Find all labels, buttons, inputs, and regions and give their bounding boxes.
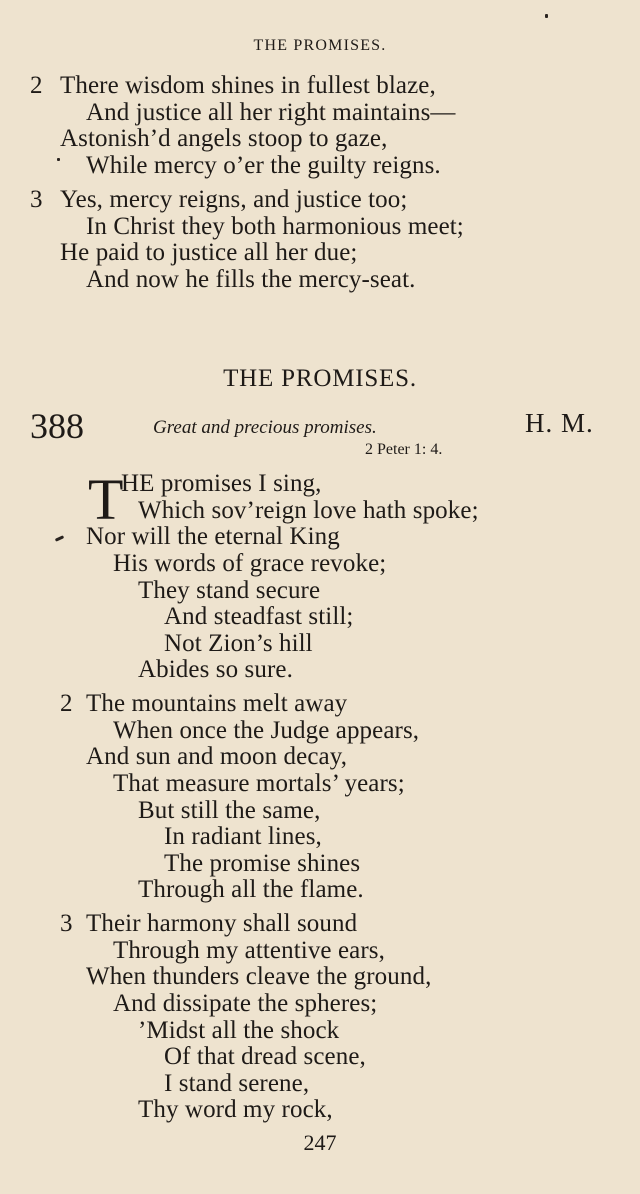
verse-line: That measure mortals’ years; [113,770,405,797]
ink-speck [57,158,60,161]
page-number: 247 [303,1130,337,1155]
drop-cap: T [88,467,124,532]
verse-line: Abides so sure. [138,656,293,683]
verse-line: Thy word my rock, [138,1096,333,1123]
verse-line: There wisdom shines in fullest blaze, [60,72,436,99]
hymn-meter: H. M. [525,408,594,438]
verse-line: And steadfast still; [164,603,354,630]
verse-line: Which sov’reign love hath spoke; [138,497,479,524]
hymn-number: 388 [30,406,84,446]
verse-line: And now he fills the mercy-seat. [86,266,416,293]
verse-line: In Christ they both harmonious meet; [86,213,464,240]
stanza-number: 2 [60,690,73,717]
verse-line: They stand secure [138,577,321,604]
section-title: THE PROMISES. [223,365,417,392]
scripture-reference: 2 Peter 1: 4. [365,441,443,458]
verse-line: Yes, mercy reigns, and justice too; [60,186,408,213]
verse-line: While mercy o’er the guilty reigns. [86,152,441,179]
ink-speck [55,535,64,542]
verse-line: And justice all her right maintains— [86,99,456,126]
verse-line: Not Zion’s hill [164,630,313,657]
verse-line: But still the same, [138,797,321,824]
verse-line: Of that dread scene, [164,1043,366,1070]
verse-line: Through all the flame. [138,876,364,903]
hymn-subtitle: Great and precious promises. [153,417,377,438]
verse-line: And dissipate the spheres; [113,990,378,1017]
stanza-number: 2 [30,72,43,99]
verse-line: ’Midst all the shock [138,1017,340,1044]
verse-line: Nor will the eternal King [86,523,340,550]
verse-line: Their harmony shall sound [86,910,358,937]
verse-line: The mountains melt away [86,690,348,717]
verse-line: He paid to justice all her due; [60,239,358,266]
verse-line: I stand serene, [164,1070,310,1097]
verse-line: HE promises I sing, [121,470,322,497]
running-head: THE PROMISES. [253,37,387,54]
verse-line: Through my attentive ears, [113,937,385,964]
stanza-number: 3 [60,910,73,937]
verse-line: When thunders cleave the ground, [86,963,432,990]
verse-line: The promise shines [164,850,361,877]
verse-line: His words of grace revoke; [113,550,387,577]
verse-line: And sun and moon decay, [86,743,348,770]
verse-line: When once the Judge appears, [113,717,420,744]
stanza-number: 3 [30,186,43,213]
ink-speck [545,14,548,18]
verse-line: In radiant lines, [164,823,322,850]
verse-line: Astonish’d angels stoop to gaze, [60,125,388,152]
